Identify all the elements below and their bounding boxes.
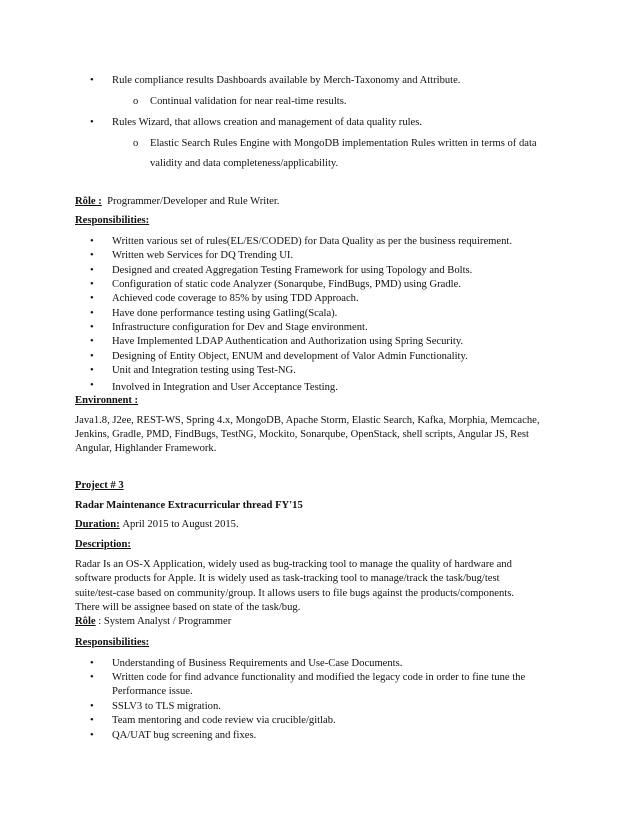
description-heading: Description: [75, 539, 131, 550]
responsibility-item: Achieved code coverage to 85% by using TDD Approach. [112, 293, 359, 304]
responsibility-item: Configuration of static code Analyzer (Sonarqube, FindBugs, PMD) using Gradle. [112, 279, 461, 290]
duration-label: Duration: [75, 519, 120, 530]
bullet-marker: • [90, 293, 94, 304]
responsibility-item: Have done performance testing using Gatling(Scala). [112, 308, 338, 319]
responsibility-item: Designed and created Aggregation Testing Framework for using Topology and Bolts. [112, 265, 473, 276]
project-role-line [75, 615, 562, 629]
top-list-item-2: Rules Wizard, that allows creation and management of data quality rules. [112, 117, 423, 128]
bullet-marker: • [90, 351, 94, 362]
bullet-marker: • [90, 236, 94, 247]
bullet-marker: • [90, 365, 94, 376]
responsibility-item: Involved in Integration and User Acceptance Testing. [112, 382, 338, 393]
description-line-1: Radar Is an OS-X Application, widely used as bug-tracking tool to manage the quality of hardware and [75, 559, 512, 570]
bullet-marker: • [90, 730, 94, 741]
responsibility-item: Written web Services for DQ Trending UI. [112, 250, 294, 261]
top-list-item-2-sub-line-2: validity and data completeness/applicability. [150, 158, 339, 169]
bullet-marker: • [90, 75, 94, 86]
responsibility-item: Infrastructure configuration for Dev and Stage environment. [112, 322, 368, 333]
responsibility-item: Unit and Integration testing using Test-NG. [112, 365, 296, 376]
project-responsibility-item: QA/UAT bug screening and fixes. [112, 730, 257, 741]
responsibility-item: Have Implemented LDAP Authentication and Authorization using Spring Security. [112, 336, 464, 347]
description-line-2: software products for Apple. It is widely used as task-tracking tool to manage/track the task/bug/test [75, 573, 500, 584]
project-role-text: : System Analyst / Programmer [98, 616, 232, 627]
bullet-marker: • [90, 336, 94, 347]
duration-value: April 2015 to August 2015. [122, 519, 239, 530]
project-heading: Project # 3 [75, 480, 124, 491]
responsibility-item: Written various set of rules(EL/ES/CODED) for Data Quality as per the business requirement. [112, 236, 512, 247]
bullet-marker: • [90, 117, 94, 128]
bullet-marker: • [90, 250, 94, 261]
project-responsibility-item: Team mentoring and code review via crucible/gitlab. [112, 715, 336, 726]
environment-heading: Environnent : [75, 395, 139, 406]
project-responsibilities-heading: Responsibilities: [75, 637, 150, 648]
bullet-marker: • [90, 322, 94, 333]
project-responsibility-item-continuation: Performance issue. [112, 686, 193, 697]
project-responsibility-item: SSLV3 to TLS migration. [112, 701, 221, 712]
duration-line [75, 518, 562, 532]
bullet-marker: • [90, 715, 94, 726]
project-responsibility-item: Written code for find advance functionality and modified the legacy code in order to fine tune the [112, 672, 526, 683]
bullet-marker: • [90, 658, 94, 669]
responsibilities-heading: Responsibilities: [75, 215, 150, 226]
role-line [75, 195, 562, 209]
bullet-marker: • [90, 380, 94, 391]
bullet-marker: • [90, 308, 94, 319]
bullet-marker: • [90, 279, 94, 290]
top-list-item-1-sub: Continual validation for near real-time results. [150, 96, 347, 107]
bullet-marker: • [90, 265, 94, 276]
top-list-item-2-sub-line-1: Elastic Search Rules Engine with MongoDB implementation Rules written in terms of data [150, 138, 537, 149]
role-text: Programmer/Developer and Rule Writer. [107, 196, 280, 207]
project-title: Radar Maintenance Extracurricular thread FY'15 [75, 500, 303, 511]
bullet-marker: • [90, 672, 94, 683]
responsibility-item: Designing of Entity Object, ENUM and development of Valor Admin Functionality. [112, 351, 468, 362]
environment-line-3: Angular, Highlander Framework. [75, 443, 217, 454]
environment-line-2: Jenkins, Gradle, PMD, FindBugs, TestNG, Mockito, Sonarqube, OpenStack, shell scripts, Angular JS, Rest [75, 429, 529, 440]
description-line-4: There will be assignee based on state of the task/bug. [75, 602, 301, 613]
project-responsibility-item: Understanding of Business Requirements and Use-Case Documents. [112, 658, 403, 669]
sub-bullet-marker: o [133, 138, 139, 149]
description-line-3: suite/test-case based on community/group. It allows users to file bugs against the products/components. [75, 588, 514, 599]
top-list-item-1: Rule compliance results Dashboards available by Merch-Taxonomy and Attribute. [112, 75, 461, 86]
project-role-label: Rôle [75, 616, 96, 627]
sub-bullet-marker: o [133, 96, 139, 107]
role-label: Rôle : [75, 196, 102, 207]
bullet-marker: • [90, 701, 94, 712]
environment-line-1: Java1.8, J2ee, REST-WS, Spring 4.x, MongoDB, Apache Storm, Elastic Search, Kafka, Morphia, Memcache, [75, 415, 540, 426]
